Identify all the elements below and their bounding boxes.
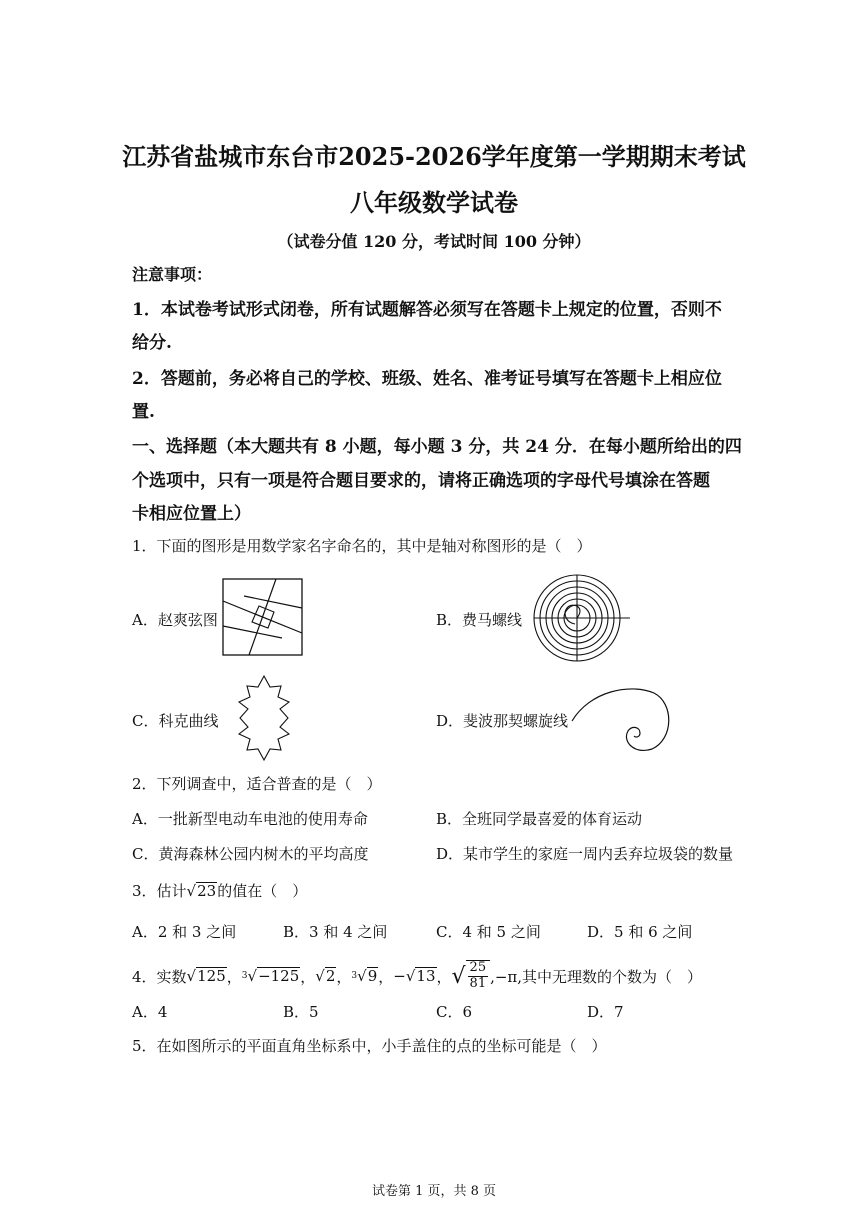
q4-stem <box>132 956 702 996</box>
note-1-line2: 给分. <box>132 333 172 353</box>
q4-option-d: D．7 <box>587 1003 624 1021</box>
q4-radicand-4: 9 <box>367 967 378 986</box>
section1-line1: 一、选择题（本大题共有 8 小题，每小题 3 分，共 24 分．在每小题所给出的四 <box>132 437 742 457</box>
q4-frac-num: 25 <box>469 960 487 976</box>
q3-option-a: A．2 和 3 之间 <box>132 923 237 941</box>
q3-option-c: C．4 和 5 之间 <box>436 923 541 941</box>
q3-stem <box>132 880 307 901</box>
q2-option-c: C．黄海森林公园内树木的平均高度 <box>132 845 369 863</box>
q2-option-b: B．全班同学最喜爱的体育运动 <box>436 810 643 828</box>
q4-radicand-1: 125 <box>197 967 226 986</box>
q1-option-d: D．斐波那契螺旋线 <box>436 712 569 730</box>
q4-sep: ， <box>436 967 452 986</box>
q4-sep: ， <box>300 967 316 986</box>
q4-fraction <box>466 960 491 992</box>
q1-stem: 1．下面的图形是用数学家名字命名的，其中是轴对称图形的是（ ） <box>132 537 592 555</box>
exam-title-line1: 江苏省盐城市东台市2025-2026学年度第一学期期末考试 <box>122 142 746 171</box>
note-1-line1: 1．本试卷考试形式闭卷，所有试题解答必须写在答题卡上规定的位置，否则不 <box>132 300 722 320</box>
section1-line2: 个选项中，只有一项是符合题目要求的，请将正确选项的字母代号填涂在答题 <box>132 471 710 491</box>
q3-option-d: D．5 和 6 之间 <box>587 923 693 941</box>
sqrt-sign: √ <box>247 967 258 985</box>
exam-title-line2: 八年级数学试卷 <box>350 188 518 217</box>
sqrt-sign: √ <box>405 967 416 985</box>
q3-stem-suffix: 的值在（ ） <box>217 882 308 900</box>
sqrt-sign: √ <box>451 963 466 989</box>
sqrt-sign: √ <box>315 967 325 985</box>
note-2-line1: 2．答题前，务必将自己的学校、班级、姓名、准考证号填写在答题卡上相应位 <box>132 369 722 389</box>
fibonacci-spiral-figure <box>570 683 674 755</box>
q4-option-a: A．4 <box>132 1003 168 1021</box>
sqrt-sign: √ <box>357 967 367 985</box>
zhao-shuang-diagram-figure <box>222 578 304 656</box>
q4-sep: ， <box>336 967 352 986</box>
q2-option-a: A．一批新型电动车电池的使用寿命 <box>132 810 368 828</box>
q2-stem: 2．下列调查中，适合普查的是（ ） <box>132 775 382 793</box>
note-2-line2: 置. <box>132 402 155 422</box>
q4-radicand-3: 2 <box>325 967 336 986</box>
q5-stem: 5．在如图所示的平面直角坐标系中，小手盖住的点的坐标可能是（ ） <box>132 1037 607 1055</box>
q4-radicand-5: 13 <box>416 967 436 986</box>
q3-option-b: B．3 和 4 之间 <box>283 923 388 941</box>
q4-neg-sign: − <box>393 967 406 985</box>
page-footer: 试卷第 1 页，共 8 页 <box>371 1184 497 1199</box>
q4-tail: ,−π,其中无理数的个数为（ ） <box>490 967 703 986</box>
sqrt-sign: √ <box>186 882 197 900</box>
q1-option-a: A．赵爽弦图 <box>132 611 218 629</box>
q4-option-c: C．6 <box>436 1003 473 1021</box>
q2-option-d: D．某市学生的家庭一周内丢弃垃圾袋的数量 <box>436 845 734 863</box>
q4-radicand-2: −125 <box>258 967 300 986</box>
q4-sep: ， <box>226 967 242 986</box>
q3-radicand: 23 <box>197 882 217 900</box>
notes-heading: 注意事项： <box>132 265 213 284</box>
q1-option-c: C．科克曲线 <box>132 712 219 730</box>
q4-prefix: 4．实数 <box>132 967 187 986</box>
sqrt-sign: √ <box>186 967 197 985</box>
q4-sep: ， <box>378 967 394 986</box>
fermat-spiral-figure <box>522 574 632 664</box>
q1-option-b: B．费马螺线 <box>436 611 523 629</box>
section1-line3: 卡相应位置上） <box>132 504 251 524</box>
q4-root-index: 3 <box>351 971 358 981</box>
exam-subtitle: （试卷分值 120 分，考试时间 100 分钟） <box>277 232 591 251</box>
q4-root-index: 3 <box>241 971 248 981</box>
q4-option-b: B．5 <box>283 1003 319 1021</box>
koch-curve-figure <box>218 672 310 764</box>
q4-frac-den: 81 <box>469 976 487 991</box>
q3-stem-prefix: 3．估计 <box>132 882 187 900</box>
